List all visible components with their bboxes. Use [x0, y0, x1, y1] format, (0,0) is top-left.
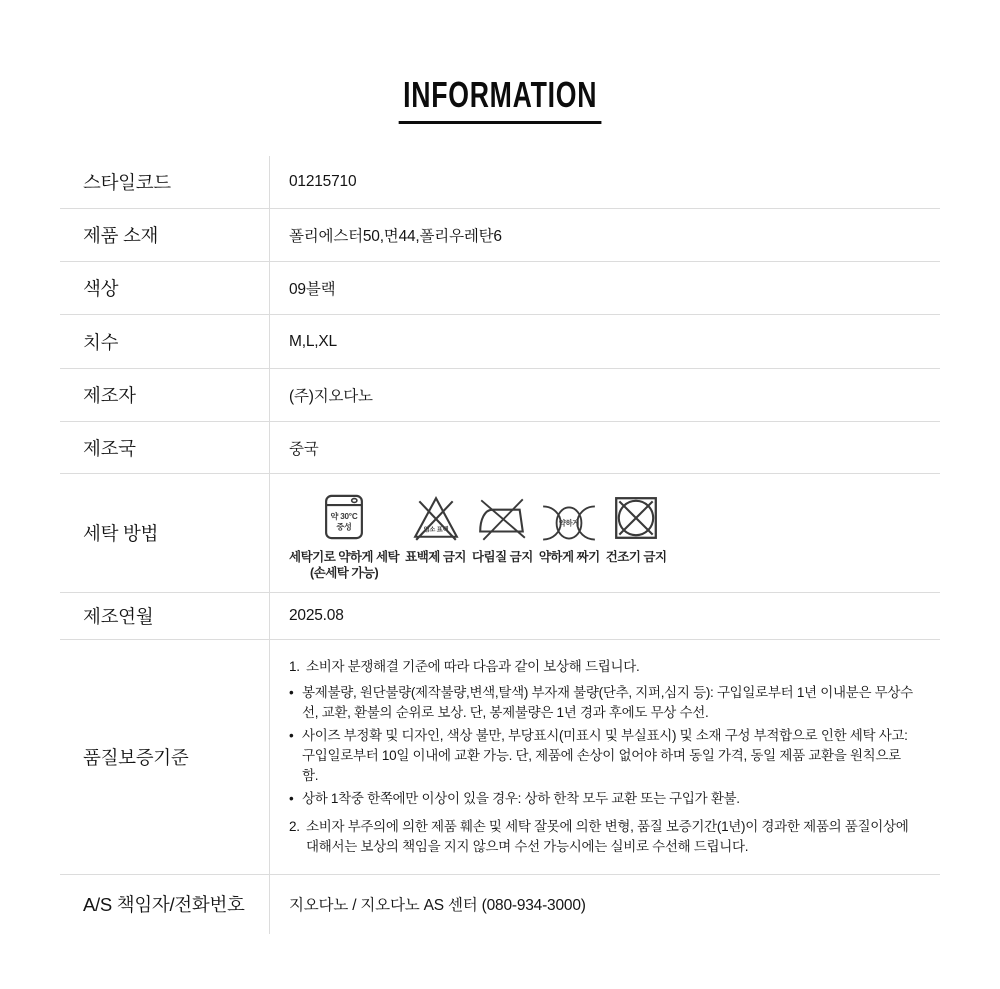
table-row-warranty — [60, 639, 940, 874]
care-item-wring-gently — [539, 489, 600, 565]
warranty-item: 2. 소비자 부주의에 의한 제품 훼손 및 세탁 잘못에 의한 변형, 품질 보증기간(1년)이 경과한 제품의 품질이상에 대해서는 보상의 책임을 지지 않으며 수선 가능시에는 실비로 수선해 드립니다. — [289, 818, 909, 854]
row-label: 제조국 — [60, 422, 270, 473]
care-caption: 세탁기로 약하게 세탁 (손세탁 가능) — [289, 550, 400, 581]
row-label: 스타일코드 — [60, 156, 270, 208]
warranty-item: 1. 소비자 분쟁해결 기준에 따라 다음과 같이 보상해 드립니다. — [289, 658, 640, 674]
warranty-item: • 봉제불량, 원단불량(제작불량,변색,탈색) 부자재 불량(단추, 지퍼,심지 등): 구입일로부터 1년 이내분은 무상수선, 교환, 환불의 순위로 보상. 단, 봉제불량은 1년 경과 후에도 무상 수선. — [289, 684, 913, 720]
no-tumble-dry-icon — [611, 493, 661, 543]
row-value: 01215710 — [289, 173, 357, 190]
machine-wash-gentle-icon — [318, 491, 370, 543]
row-value: 09블랙 — [289, 281, 336, 298]
svg-text:약 30°C: 약 30°C — [330, 512, 358, 522]
row-value: 폴리에스터50,면44,폴리우레탄6 — [289, 228, 502, 245]
product-info-table — [60, 156, 940, 934]
care-item-machine-wash — [289, 489, 399, 582]
svg-text:염소 표백: 염소 표백 — [423, 526, 448, 534]
table-row-manufacturer — [60, 368, 940, 421]
row-label: 색상 — [60, 262, 270, 314]
warranty-item: • 상하 1착중 한쪽에만 이상이 있을 경우: 상하 한착 모두 교환 또는 구입가 환불. — [289, 790, 740, 806]
table-row-country — [60, 421, 940, 473]
table-row-wash-method — [60, 473, 940, 592]
care-caption: 약하게 짜기 — [538, 550, 600, 564]
no-iron-icon — [475, 493, 529, 543]
wring-gently-icon — [539, 503, 599, 543]
svg-text:약하게: 약하게 — [559, 518, 580, 528]
row-label: 제조연월 — [60, 593, 270, 639]
warranty-item: • 사이즈 부정확 및 디자인, 색상 불만, 부당표시(미표시 및 부실표시) 및 소재 구성 부적합으로 인한 세탁 사고: 구입일로부터 10일 이내에 교환 가능. 단, 제품에 손상이 없어야 하며 동일 가격, 동일 제품 교환을 원칙으로 함. — [289, 727, 908, 783]
page-header — [0, 74, 1000, 120]
row-value: 2025.08 — [289, 606, 344, 624]
row-value: M,L,XL — [289, 332, 337, 350]
warranty-text — [270, 640, 940, 874]
table-row-color — [60, 261, 940, 314]
care-icons-group — [289, 489, 667, 582]
no-bleach-icon — [411, 493, 461, 543]
row-label: 세탁 방법 — [60, 474, 270, 592]
table-row-style-code — [60, 156, 940, 208]
row-label: 치수 — [60, 315, 270, 368]
table-row-size — [60, 314, 940, 368]
row-value: 중국 — [289, 440, 319, 458]
table-row-manufacture-date — [60, 592, 940, 639]
care-item-no-iron — [472, 489, 533, 565]
svg-text:중성: 중성 — [336, 522, 352, 532]
row-value: 지오다노 / 지오다노 AS 센터 (080-934-3000) — [289, 897, 586, 914]
care-item-no-bleach — [405, 489, 466, 565]
table-row-as-contact — [60, 874, 940, 934]
row-label: 품질보증기준 — [60, 640, 270, 874]
row-label: A/S 책임자/전화번호 — [60, 875, 270, 934]
row-label: 제조자 — [60, 369, 270, 421]
care-caption: 다림질 금지 — [471, 550, 533, 564]
row-label: 제품 소재 — [60, 209, 270, 261]
care-item-no-tumble-dry — [606, 489, 667, 565]
page-title: INFORMATION — [399, 74, 602, 124]
row-value: (주)지오다노 — [289, 388, 373, 405]
care-caption: 건조기 금지 — [605, 550, 667, 564]
table-row-material — [60, 208, 940, 261]
care-caption: 표백제 금지 — [405, 550, 466, 564]
